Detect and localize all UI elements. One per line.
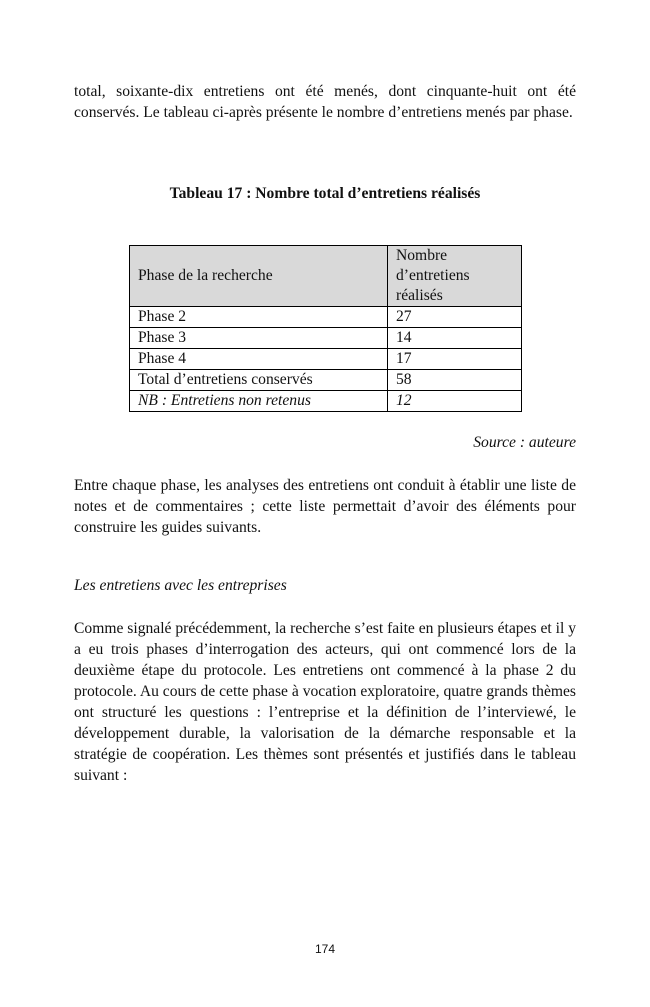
table-row [130, 349, 522, 370]
table-title: Tableau 17 : Nombre total d’entretiens réalisés [169, 185, 481, 202]
cell: NB : Entretiens non retenus [130, 391, 388, 412]
table-row [130, 307, 522, 328]
page-number: 174 [314, 942, 336, 956]
table-row [130, 370, 522, 391]
header-count: Nombre d’entretiens réalisés [388, 246, 522, 307]
interviews-table [129, 245, 522, 412]
cell: 17 [388, 349, 522, 370]
cell: Phase 3 [130, 328, 388, 349]
table-row [130, 328, 522, 349]
cell: 27 [388, 307, 522, 328]
section-subheading: Les entretiens avec les entreprises [74, 577, 287, 594]
cell: Total d’entretiens conservés [130, 370, 388, 391]
cell: 12 [388, 391, 522, 412]
cell: Phase 2 [130, 307, 388, 328]
intro-paragraph: total, soixante-dix entretiens ont été menés, dont cinquante-huit ont été conservés. Le tableau ci-après présente le nombre d’entretiens menés par phase. [74, 83, 576, 121]
cell: Phase 4 [130, 349, 388, 370]
cell: 58 [388, 370, 522, 391]
table-row-note [130, 391, 522, 412]
cell: 14 [388, 328, 522, 349]
paragraph-3: Comme signalé précédemment, la recherche s’est faite en plusieurs étapes et il y a eu trois phases d’interrogation des acteurs, qui ont commencé lors de la deuxième étape du protocole. Les entretiens ont commencé à la phase 2 du protocole. Au cours de cette phase à vocation exploratoire, quatre grands thèmes ont structuré les questions : l’entreprise et la définition de l’interviewé, le développement durable, la valorisation de la démarche responsable et la stratégie de coopération. Les thèmes sont présentés et justifiés dans le tableau suivant : [74, 620, 576, 784]
header-phase: Phase de la recherche [130, 246, 388, 307]
paragraph-2: Entre chaque phase, les analyses des entretiens ont conduit à établir une liste de notes et de commentaires ; cette liste permettait d’avoir des éléments pour construire les guides suivants. [74, 477, 576, 536]
table-source: Source : auteure [473, 434, 576, 451]
table-header-row [130, 246, 522, 307]
